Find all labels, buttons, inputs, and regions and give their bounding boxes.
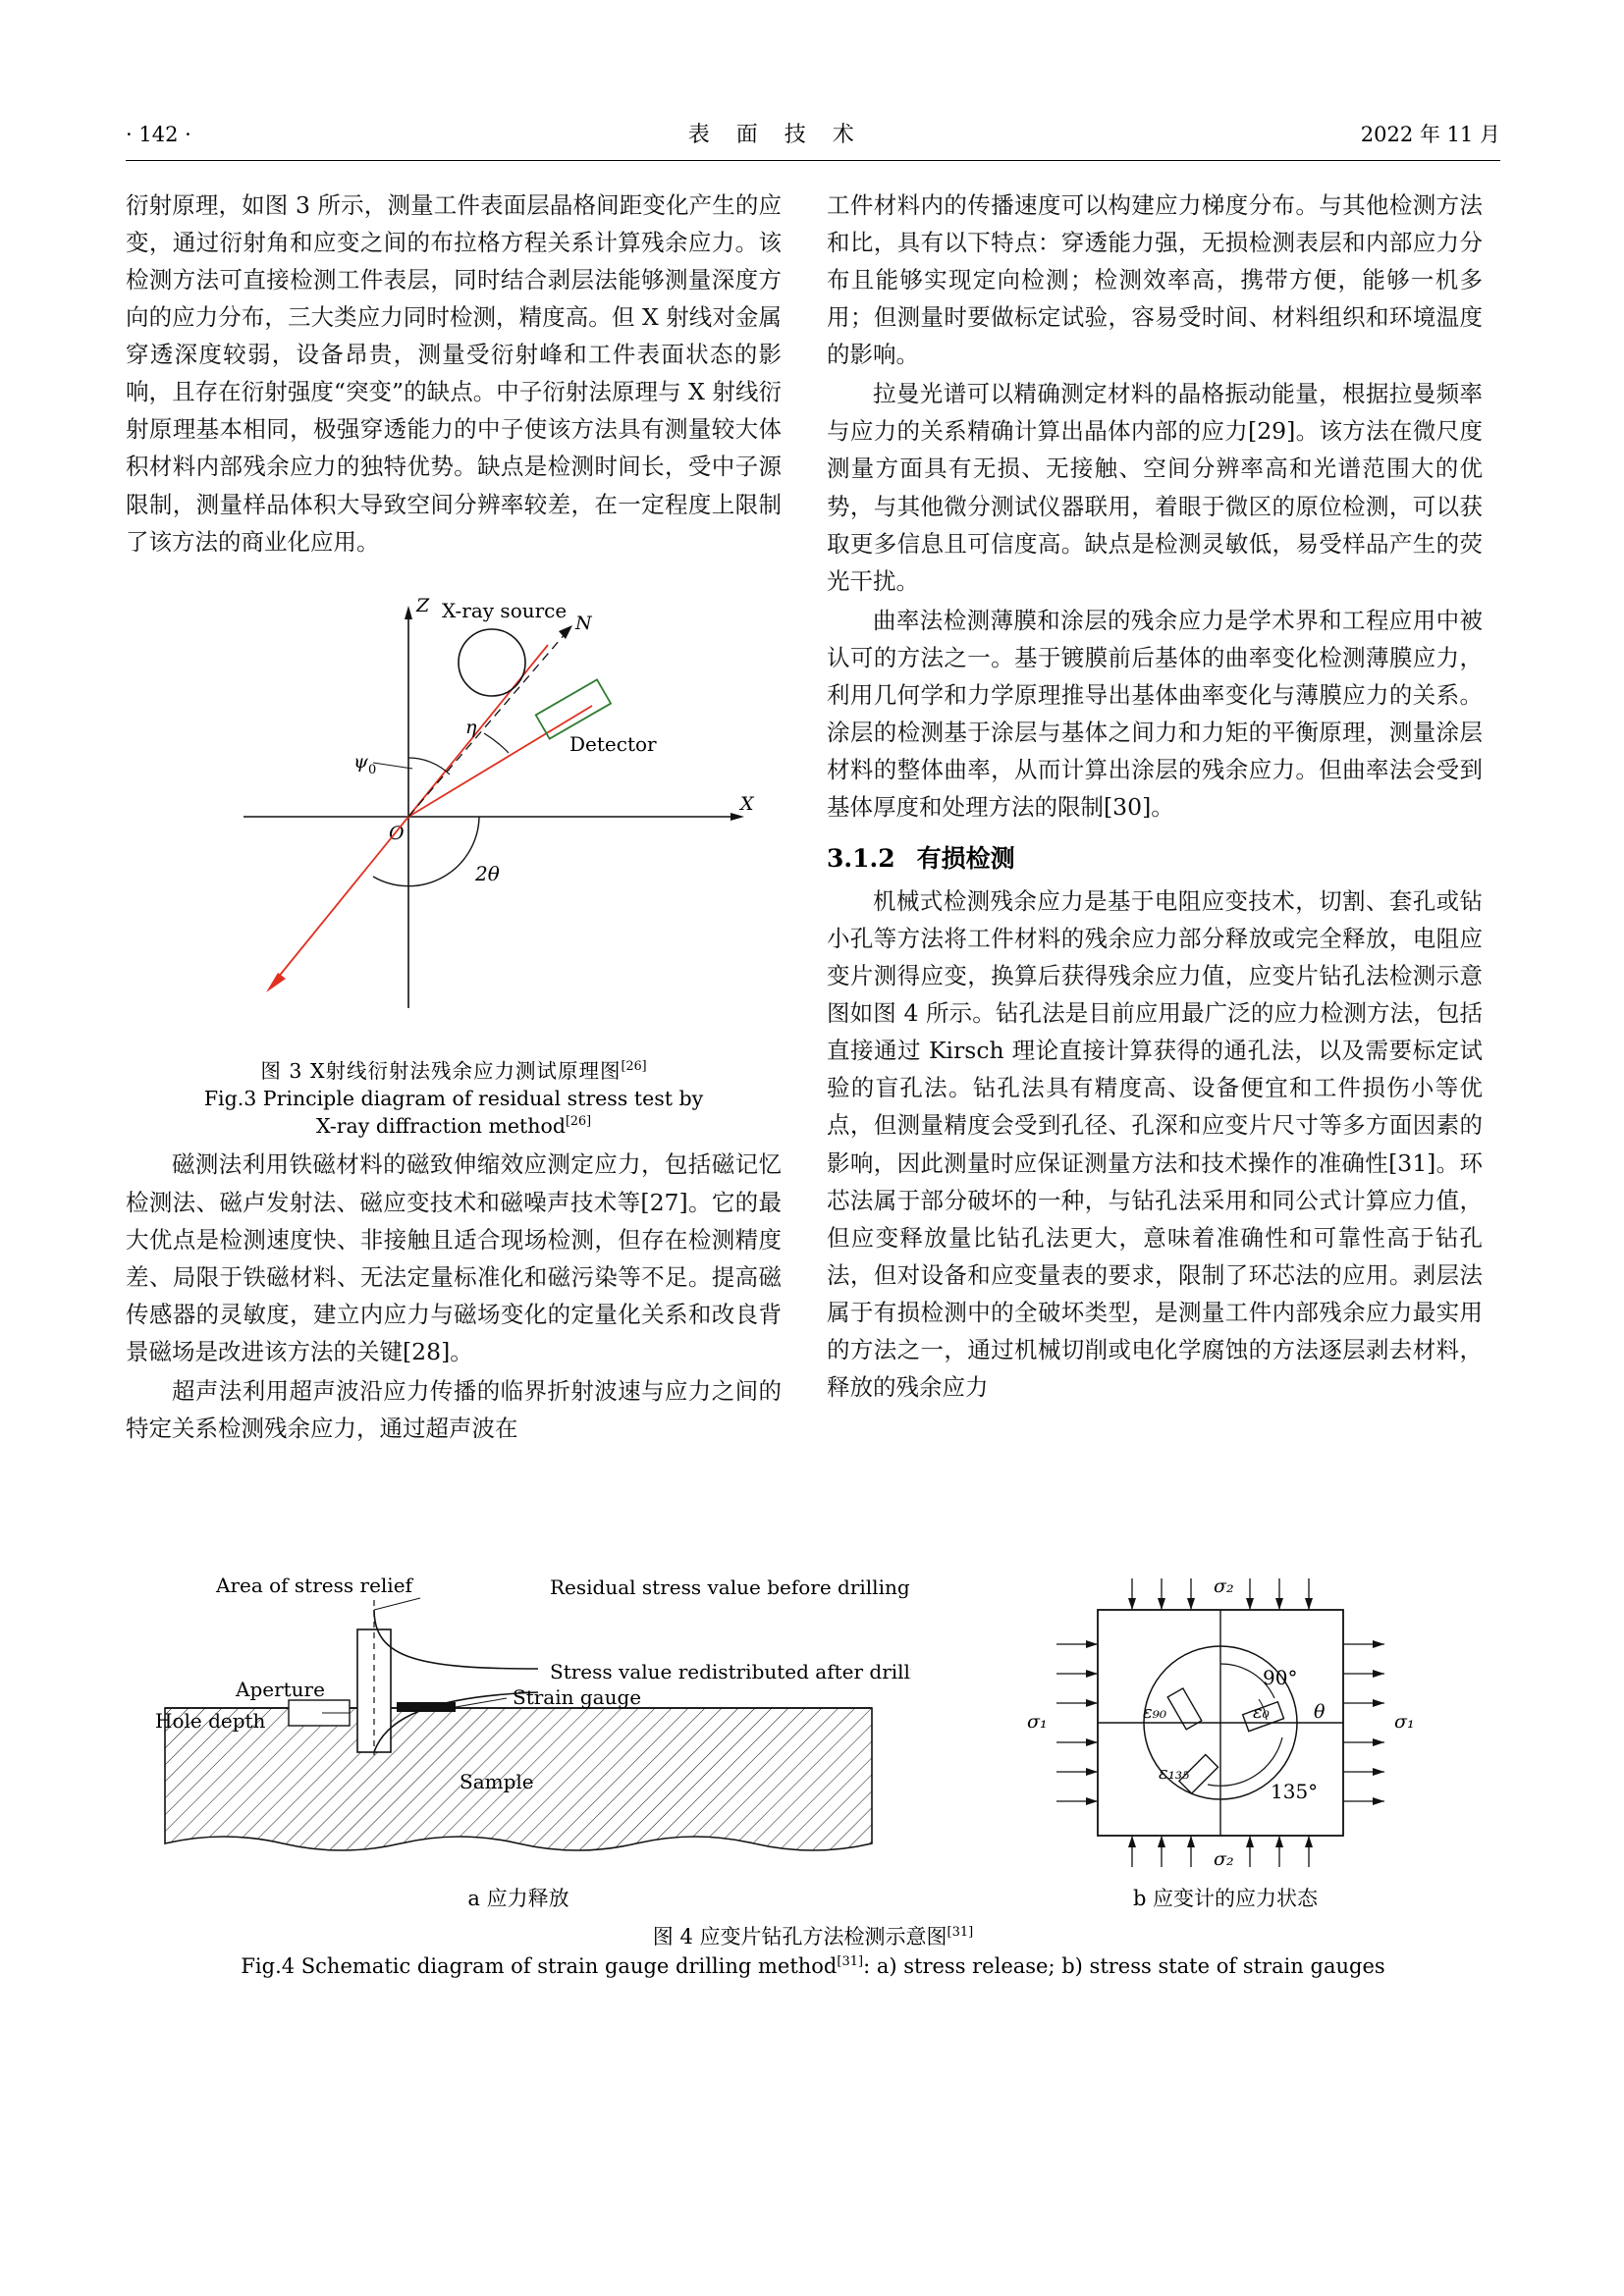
section-heading (827, 839, 1483, 875)
paragraph: 拉曼光谱可以精确测定材料的晶格振动能量，根据拉曼频率与应力的关系精确计算出晶体内部的应力[29]。该方法在微尺度测量方面具有无损、无接触、空间分辨率高和光谱范围大的优势，与其他微分测试仪器联用，着眼于微区的原位检测，可以获取更多信息且可信度高。缺点是检测灵敏低，易受样品产生的荧光干扰。 (827, 380, 1483, 595)
paragraph: 机械式检测残余应力是基于电阻应变技术，切割、套孔或钻小孔等方法将工件材料的残余应力部分释放或完全释放，电阻应变片测得应变，换算后获得残余应力值，应变片钻孔法检测示意图如图 4 所示。钻孔法是目前应用最广泛的应力检测方法，包括直接通过 Kirsch 理论直接计算获得的通孔法，以及需要标定试验的盲孔法。钻孔法具有精度高、设备便宜和工件损伤小等优点，但测量精度会受到孔径、孔深和应变片尺寸等多方面因素的影响，因此测量时应保证测量方法和技术操作的准确性[31]。环芯法属于部分破坏的一种，与钻孔法采用和同公式计算应力值，但应变释放量比钻孔法更大，意味着准确性和可靠性高于钻孔法，但对设备和应变量表的要求，限制了环芯法的应用。剥层法属于有损检测中的全破坏类型，是测量工件内部残余应力最实用的方法之一，通过机械切削或电化学腐蚀的方法逐层剥去材料，释放的残余应力 (827, 887, 1483, 1401)
figure-4 (126, 1571, 1500, 1982)
figure-4-caption (126, 1922, 1500, 1982)
figure-3-caption-en2: X-ray diffraction method (315, 1114, 566, 1139)
label-eps90: ε₉₀ (1143, 1702, 1167, 1723)
svg-text:X-ray source: X-ray source (442, 598, 568, 622)
label-sigma2-top: σ₂ (1214, 1575, 1234, 1597)
svg-text:O: O (389, 822, 405, 844)
figure-4b-diagram (950, 1571, 1500, 1875)
svg-text:X: X (740, 792, 754, 815)
figure-3-ref: [26] (621, 1057, 647, 1073)
page-number: · 142 · (126, 123, 191, 146)
svg-text:N: N (575, 612, 592, 634)
figure-4-ref: [31] (947, 1925, 974, 1940)
paragraph: 超声法利用超声波沿应力传播的临界折射波速与应力之间的特定关系检测残余应力，通过超声波在 (126, 1376, 782, 1442)
label-angle-90: 90° (1263, 1666, 1298, 1689)
svg-text:Detector: Detector (569, 731, 657, 756)
label-hole-depth: Hole depth (155, 1709, 266, 1733)
figure-4b-sublabel: b 应变计的应力状态 (1132, 1887, 1319, 1910)
svg-text:ψ: ψ (353, 750, 368, 773)
figure-4a-sublabel: a 应力释放 (467, 1887, 569, 1910)
svg-text:2θ: 2θ (475, 861, 500, 885)
label-sample: Sample (460, 1770, 534, 1793)
label-aperture: Aperture (236, 1678, 325, 1701)
paragraph: 曲率法检测薄膜和涂层的残余应力是学术界和工程应用中被认可的方法之一。基于镀膜前后基体的曲率变化检测薄膜应力，利用几何学和力学原理推导出基体曲率变化与薄膜应力的关系。涂层的检测基于涂层与基体之间力和力矩的平衡原理，测量涂层材料的整体曲率，从而计算出涂层的残余应力。但曲率法会受到基体厚度和处理方法的限制[30]。 (827, 606, 1483, 821)
label-area-of-stress-relief: Area of stress relief (216, 1574, 412, 1597)
label-eps0: ε₀ (1253, 1702, 1270, 1723)
figure-3-caption-cn: 图 3 X射线衍射法残余应力测试原理图 (260, 1058, 622, 1083)
two-column-body (126, 187, 1500, 1449)
label-before-drilling: Residual stress value before drilling (550, 1575, 910, 1599)
paragraph: 衍射原理，如图 3 所示，测量工件表面层晶格间距变化产生的应变，通过衍射角和应变之间的布拉格方程关系计算残余应力。该检测方法可直接检测工件表层，同时结合剥层法能够测量深度方向的应力分布，三大类应力同时检测，精度高。但 X 射线对金属穿透深度较弱，设备昂贵，测量受衍射峰和工件表面状态的影响，且存在衍射强度“突变”的缺点。中子衍射法原理与 X 射线衍射原理基本相同，极强穿透能力的中子使该方法具有测量较大体积材料内部残余应力的独特优势。缺点是检测时间长，受中子源限制，测量样品体积大导致空间分辨率较差，在一定程度上限制了该方法的商业化应用。 (126, 191, 782, 556)
svg-text:η: η (465, 716, 477, 738)
page-content (126, 118, 1500, 1449)
label-eps135: ε₁₃₅ (1159, 1763, 1190, 1784)
section-title: 有损检测 (916, 844, 1015, 874)
paragraph: 磁测法利用铁磁材料的磁致伸缩效应测定应力，包括磁记忆检测法、磁卢发射法、磁应变技术和磁噪声技术等[27]。它的最大优点是检测速度快、非接触且适合现场检测，但存在检测精度差、局限于铁磁材料、无法定量标准化和磁污染等不足。提高磁传感器的灵敏度，建立内应力与磁场变化的定量化关系和改良背景磁场是改进该方法的关键[28]。 (126, 1150, 782, 1365)
label-sigma1-right: σ₁ (1394, 1711, 1415, 1733)
figure-3-diagram (126, 586, 782, 1047)
figure-3-caption-en1: Fig.3 Principle diagram of residual stress test by (203, 1086, 704, 1110)
label-sigma2-bottom: σ₂ (1214, 1848, 1234, 1870)
figure-4-ref-en: [31] (837, 1954, 864, 1970)
journal-title: 表 面 技 术 (687, 123, 864, 147)
left-column (126, 187, 782, 1449)
right-column (827, 187, 1483, 1449)
figure-4a-diagram (126, 1571, 911, 1875)
figure-3-caption (126, 1057, 782, 1141)
figure-4b (950, 1571, 1500, 1912)
paragraph: 工件材料内的传播速度可以构建应力梯度分布。与其他检测方法和比，具有以下特点：穿透能力强，无损检测表层和内部应力分布且能够实现定向检测；检测效率高，携带方便，能够一机多用；但测量时要做标定试验，容易受时间、材料组织和环境温度的影响。 (827, 191, 1483, 369)
label-sigma1-left: σ₁ (1027, 1711, 1048, 1733)
figure-4a (126, 1571, 911, 1912)
figure-4-caption-cn: 图 4 应变片钻孔方法检测示意图 (652, 1925, 947, 1949)
svg-text:0: 0 (368, 762, 377, 777)
figure-4-caption-en-tail: : a) stress release; b) stress state of strain gauges (863, 1954, 1385, 1979)
svg-text:Z: Z (416, 594, 430, 616)
header-rule (126, 160, 1500, 161)
section-number: 3.1.2 (827, 844, 895, 874)
label-angle-135: 135° (1271, 1780, 1319, 1803)
figure-4-caption-en: Fig.4 Schematic diagram of strain gauge drilling method (241, 1954, 838, 1979)
label-theta: θ (1314, 1701, 1326, 1723)
figure-3 (126, 586, 782, 1141)
figure-3-ref-en: [26] (565, 1113, 592, 1129)
issue-date: 2022 年 11 月 (1360, 123, 1500, 146)
label-strain-gauge: Strain gauge (513, 1685, 642, 1709)
label-after-drilling: Stress value redistributed after drilling (550, 1660, 911, 1683)
page-header (126, 118, 1500, 158)
